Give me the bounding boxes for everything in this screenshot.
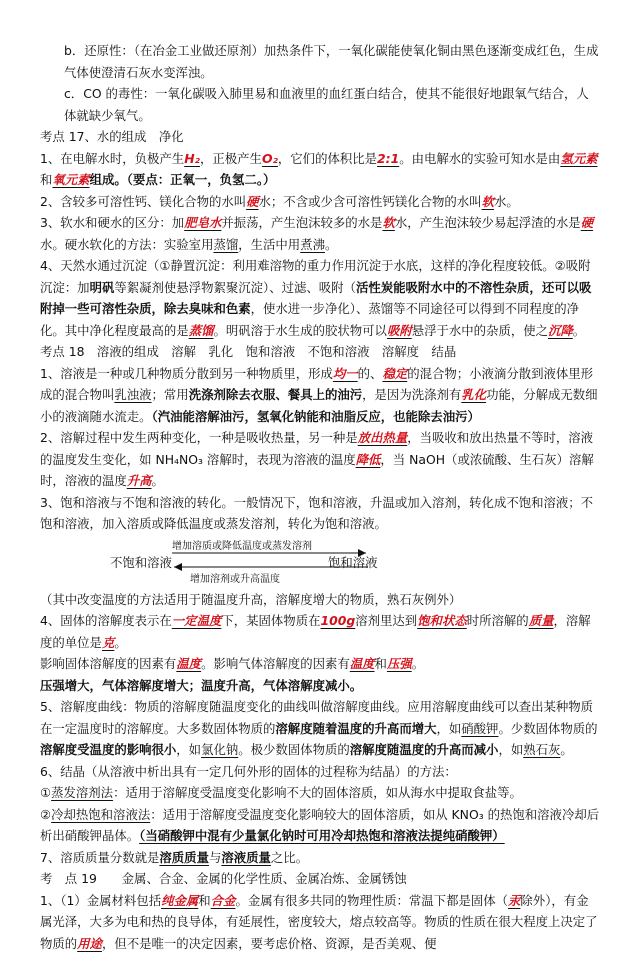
answer-soft-2: 软 bbox=[382, 215, 394, 230]
answer-gram: 克 bbox=[102, 635, 114, 650]
paragraph-reducing bbox=[40, 40, 600, 83]
item-water-purification: 4、天然水通过沉淀（①静置沉淀：利用难溶物的重力作用沉淀于水底，这样的净化程度较低。②吸附沉淀：加明矾等絮凝剂使悬浮物絮聚沉淀）、过滤、吸附（活性炭能吸附水中的不溶性杂质，还可以吸附掉一些可溶性杂质，除去臭味和色素，使水进一步净化）、蒸馏等不同途径可以得到不同程度的净化。其中净化程度最高的是蒸馏。明矾溶于水生成的胶状物可以吸附悬浮于水中的杂质，使之沉降。 bbox=[40, 255, 600, 341]
to-unsaturated-condition: 增加溶剂或升高温度 bbox=[190, 570, 280, 585]
document-page bbox=[40, 40, 600, 954]
answer-oxygen-element: 氧元素 bbox=[52, 172, 89, 187]
answer-stable: 稳定 bbox=[382, 366, 407, 381]
answer-adsorb: 吸附 bbox=[387, 323, 412, 338]
answer-certain-temperature: 一定温度 bbox=[172, 613, 222, 628]
answer-settle: 沉降 bbox=[548, 323, 573, 338]
answer-h2: H₂ bbox=[184, 151, 200, 166]
answer-o2: O₂ bbox=[262, 151, 278, 166]
answer-temperature-1: 温度 bbox=[176, 656, 201, 671]
answer-use: 用途 bbox=[77, 936, 102, 951]
answer-alloy: 合金 bbox=[211, 893, 236, 908]
answer-soft: 软 bbox=[482, 194, 494, 209]
section-title-17: 考点 17、水的组成 净化 bbox=[40, 126, 600, 148]
item-solubility: 4、固体的溶解度表示在一定温度下，某固体物质在100g溶剂里达到饱和状态时所溶解的质量，溶解度的单位是克。 影响固体溶解度的因素有温度。影响气体溶解度的因素有温度和压强。 压强增大，气体溶解度增大；温度升高，气体溶解度减小。 bbox=[40, 610, 600, 696]
saturated-label: 饱和溶液 bbox=[328, 553, 378, 571]
item-dissolving-heat: 2、溶解过程中发生两种变化，一种是吸收热量，另一种是放出热量，当吸收和放出热量不等时，溶液的温度发生变化，如 NH₄NO₃ 溶解时，表现为溶液的温度降低，当 NaOH（或浓硫酸、生石灰）溶解时，溶液的温度升高。 bbox=[40, 427, 600, 492]
section-title-18: 考点 18 溶液的组成 溶解 乳化 饱和溶液 不饱和溶液 溶解度 结晶 bbox=[40, 341, 600, 363]
answer-100g: 100g bbox=[320, 613, 355, 628]
answer-saturated-state: 饱和状态 bbox=[417, 613, 467, 628]
item-water-distinguish: 3、软水和硬水的区分：加肥皂水并振荡，产生泡沫较多的水是软水，产生泡沫较少易起浮渣的水是硬水。硬水软化的方法：实验室用蒸馏，生活中用煮沸。 bbox=[40, 212, 600, 255]
to-saturated-condition: 增加溶质或降低温度或蒸发溶剂 bbox=[172, 537, 312, 552]
paragraph-co-toxicity bbox=[40, 83, 600, 126]
answer-ratio: 2:1 bbox=[377, 151, 399, 166]
answer-soap-water: 肥皂水 bbox=[184, 215, 221, 230]
item-solution-definition: 1、溶液是一种或几种物质分散到另一种物质里，形成均一的、稳定的混合物；小液滴分散到液体里形成的混合物叫乳浊液；常用洗涤剂除去衣服、餐具上的油污，是因为洗涤剂有乳化功能，分解成无数细小的液滴随水流走。（汽油能溶解油污，氢氧化钠能和油脂反应，也能除去油污） bbox=[40, 363, 600, 428]
answer-pressure: 压强 bbox=[387, 656, 412, 671]
answer-emulsify: 乳化 bbox=[461, 387, 486, 402]
item-metal-materials: 1、（1）金属材料包括纯金属和合金。金属有很多共同的物理性质：常温下都是固体（汞除外），有金属光泽，大多为电和热的良导体，有延展性，密度较大，熔点较高等。物质的性质在很大程度上决定了物质的用途，但不是唯一的决定因素，要考虑价格、资源，是否美观、便 bbox=[40, 890, 600, 954]
item-hard-water: 2、含较多可溶性钙、镁化合物的水叫硬水；不含或少含可溶性钙镁化合物的水叫软水。 bbox=[40, 191, 600, 213]
item-mass-fraction: 7、溶质质量分数就是溶质质量与溶液质量之比。 bbox=[40, 847, 600, 869]
answer-hard-2: 硬 bbox=[581, 215, 593, 230]
answer-release-heat: 放出热量 bbox=[358, 430, 408, 445]
text: b．还原性：（在冶金工业做还原剂）加热条件下，一氧化碳能使氧化铜由黑色逐渐变成红色，生成气体使澄清石灰水变浑浊。 bbox=[64, 43, 598, 80]
item-electrolysis: 1、在电解水时，负极产生H₂，正极产生O₂，它们的体积比是2:1。由电解水的实验可知水是由氢元素和氧元素组成。（要点：正氧一，负氢二。） bbox=[40, 148, 600, 191]
answer-mercury: 汞 bbox=[508, 893, 520, 908]
unsaturated-label: 不饱和溶液 bbox=[110, 553, 172, 571]
text: c．CO 的毒性：一氧化碳吸入肺里易和血液里的血红蛋白结合，使其不能很好地跟氧气结合，人体就缺少氧气。 bbox=[64, 86, 589, 123]
answer-temperature-2: 温度 bbox=[350, 656, 375, 671]
answer-hydrogen-element: 氢元素 bbox=[560, 151, 597, 166]
answer-increase: 升高 bbox=[127, 473, 152, 488]
answer-mass: 质量 bbox=[529, 613, 554, 628]
saturation-conversion-diagram bbox=[40, 537, 600, 587]
item-solubility-curve: 5、溶解度曲线：物质的溶解度随温度变化的曲线叫做溶解度曲线。应用溶解度曲线可以查出某种物质在一定温度时的溶解度。大多数固体物质的溶解度随着温度的升高而增大，如硝酸钾。少数固体物质的溶解度受温度的影响很小，如氯化钠。极少数固体物质的溶解度随温度的升高而减小，如熟石灰。 bbox=[40, 696, 600, 761]
answer-uniform: 均一 bbox=[333, 366, 358, 381]
item-crystallization: 6、结晶（从溶液中析出具有一定几何外形的固体的过程称为结晶）的方法： ①蒸发溶剂法：适用于溶解度受温度变化影响不大的固体溶质，如从海水中提取食盐等。 ②冷却热饱和溶液法：适用于溶解度受温度变化影响较大的固体溶质，如从 KNO₃ 的热饱和溶液冷却后析出硝酸钾晶体。（当硝酸钾中混有少量氯化钠时可用冷却热饱和溶液法提纯硝酸钾） bbox=[40, 761, 600, 847]
answer-hard: 硬 bbox=[246, 194, 258, 209]
answer-decrease: 降低 bbox=[356, 452, 381, 467]
item-saturation: 3、饱和溶液与不饱和溶液的转化。一般情况下，饱和溶液，升温或加入溶剂，转化成不饱和溶液；不饱和溶液，加入溶质或降低温度或蒸发溶剂，转化为饱和溶液。 bbox=[40, 492, 600, 535]
answer-distillation: 蒸馏 bbox=[189, 323, 214, 338]
section-title-19: 考 点 19 金属、合金、金属的化学性质、金属冶炼、金属锈蚀 bbox=[40, 868, 600, 890]
answer-pure-metal: 纯金属 bbox=[161, 893, 198, 908]
note-temperature-method: （其中改变温度的方法适用于随温度升高，溶解度增大的物质，熟石灰例外） bbox=[40, 589, 600, 611]
